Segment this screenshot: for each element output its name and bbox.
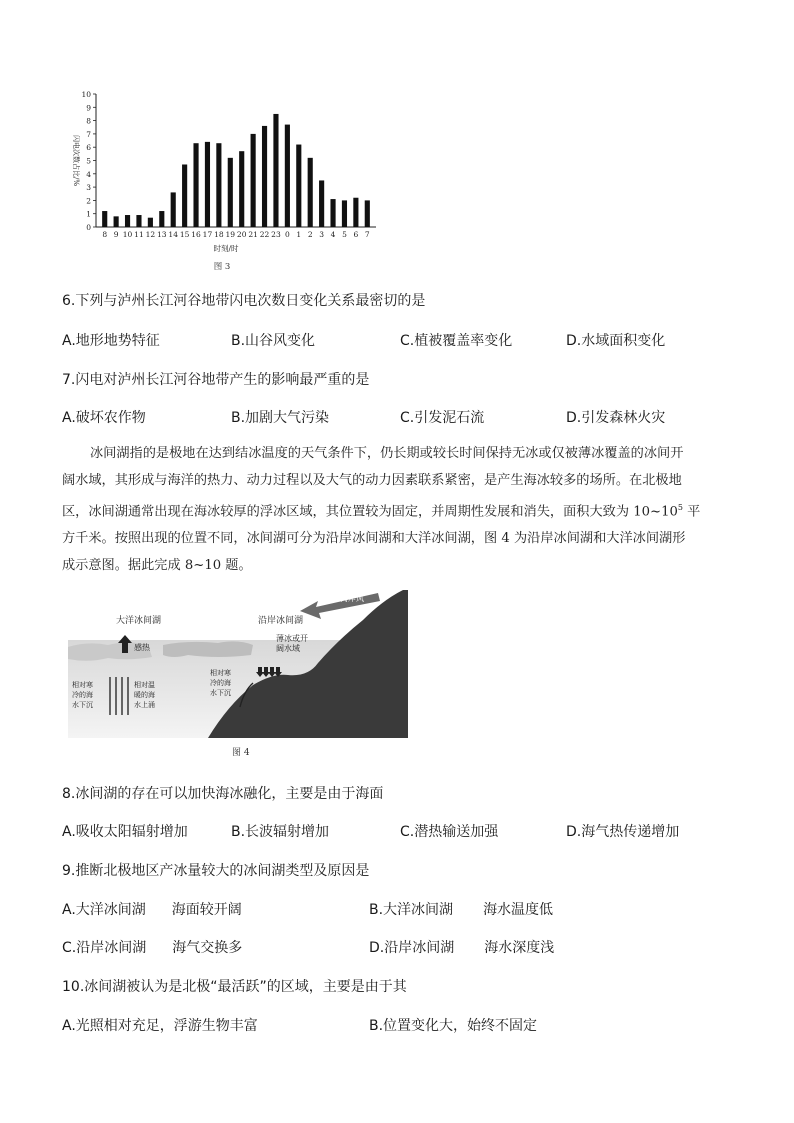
label-right-cold-2: 冷的海 — [210, 679, 231, 687]
question-7-stem: 7.闪电对泸州长江河谷地带产生的影响最严重的是 — [62, 372, 370, 388]
bar — [193, 143, 198, 227]
x-tick-label: 0 — [284, 230, 290, 239]
bar — [182, 164, 187, 227]
q8-option-d[interactable]: D.海气热传递增加 — [566, 824, 680, 840]
y-tick-label: 10 — [81, 90, 91, 99]
figure-4-caption: 图 4 — [232, 748, 250, 758]
y-tick-label: 3 — [86, 183, 91, 193]
bar — [285, 125, 290, 227]
bar — [228, 158, 233, 227]
q8-option-b[interactable]: B.长波辐射增加 — [231, 824, 330, 840]
bar — [365, 200, 370, 227]
passage-line-5: 成示意图。据此完成 8~10 题。 — [62, 558, 252, 574]
x-tick-label: 7 — [364, 230, 370, 239]
question-6-stem: 6.下列与泸州长江河谷地带闪电次数日变化关系最密切的是 — [62, 293, 426, 309]
label-left-cold-2: 冷的海 — [72, 691, 93, 699]
passage-line-1: 冰间湖指的是极地在达到结冰温度的天气条件下，仍长期或较长时间保持无冰或仅被薄冰覆盖的冰间开 — [90, 446, 684, 461]
label-warm-2: 暖的海 — [134, 691, 155, 699]
question-9-stem: 9.推断北极地区产冰量较大的冰间湖类型及原因是 — [62, 863, 370, 879]
bar — [125, 215, 130, 227]
passage — [62, 440, 734, 579]
x-tick-label: 4 — [330, 230, 336, 239]
bar — [159, 211, 164, 227]
x-tick-label: 14 — [168, 230, 178, 239]
label-right-cold-3: 水下沉 — [210, 689, 231, 697]
bar — [171, 192, 176, 227]
bar — [330, 199, 335, 227]
q6-option-c[interactable]: C.植被覆盖率变化 — [400, 333, 513, 349]
q7-option-b[interactable]: B.加剧大气污染 — [231, 410, 330, 426]
ice-floe — [163, 641, 253, 657]
x-tick-label: 15 — [179, 230, 190, 239]
polynya-diagram — [68, 585, 408, 760]
question-8-stem: 8.冰间湖的存在可以加快海冰融化，主要是由于海面 — [62, 786, 384, 802]
x-tick-label: 19 — [225, 230, 236, 239]
q6-option-d[interactable]: D.水域面积变化 — [566, 333, 666, 349]
q7-option-a[interactable]: A.破坏农作物 — [62, 410, 146, 426]
bar — [102, 211, 107, 227]
x-tick-label: 12 — [145, 230, 156, 239]
q9-option-b[interactable]: B.大洋冰间湖 海水温度低 — [369, 902, 554, 918]
question-10-stem: 10.冰间湖被认为是北极“最活跃”的区域，主要是由于其 — [62, 979, 407, 995]
x-tick-label: 22 — [259, 230, 270, 239]
bar — [273, 114, 278, 227]
q10-option-b[interactable]: B.位置变化大，始终不固定 — [369, 1018, 538, 1034]
figure-4 — [68, 585, 408, 760]
label-heat: 感热 — [134, 643, 150, 652]
q6-option-a[interactable]: A.地形地势特征 — [62, 333, 160, 349]
q10-option-a[interactable]: A.光照相对充足，浮游生物丰富 — [62, 1018, 258, 1034]
figure-3-caption: 图 3 — [213, 262, 231, 272]
bar — [342, 200, 347, 227]
q7-option-c[interactable]: C.引发泥石流 — [400, 410, 485, 426]
y-tick-label: 8 — [86, 116, 91, 126]
label-thin-ice-1: 薄冰或开 — [276, 634, 308, 643]
x-tick-label: 23 — [271, 230, 281, 239]
label-warm-3: 水上涌 — [134, 701, 155, 709]
bar — [251, 134, 256, 227]
q9-option-a[interactable]: A.大洋冰间湖 海面较开阔 — [62, 902, 242, 918]
x-tick-label: 10 — [122, 230, 133, 239]
bar — [216, 143, 221, 227]
passage-line-4: 方千米。按照出现的位置不同，冰间湖可分为沿岸冰间湖和大洋冰间湖，图 4 为沿岸冰间湖和大洋冰间湖形 — [62, 531, 686, 547]
y-tick-label: 4 — [86, 169, 91, 179]
q6-option-b[interactable]: B.山谷风变化 — [231, 333, 316, 349]
x-tick-label: 18 — [214, 230, 224, 239]
y-tick-label: 5 — [86, 156, 91, 166]
x-axis-label: 时刻/时 — [213, 244, 239, 253]
y-tick-label: 0 — [86, 223, 91, 232]
bar — [262, 126, 267, 227]
bar — [148, 218, 153, 227]
bar — [239, 151, 244, 227]
x-tick-label: 16 — [191, 230, 201, 239]
x-tick-label: 9 — [113, 230, 119, 239]
label-offshore-wind: 离岸风 — [340, 594, 364, 603]
q9-option-c[interactable]: C.沿岸冰间湖 海气交换多 — [62, 940, 243, 956]
y-tick-label: 7 — [86, 129, 91, 139]
x-tick-label: 8 — [102, 230, 108, 239]
label-left-cold-3: 水下沉 — [72, 701, 93, 709]
passage-line-2: 阔水域，其形成与海洋的热力、动力过程以及大气的动力因素联系紧密，是产生海冰较多的场所。在北极地 — [62, 473, 682, 488]
x-tick-label: 11 — [134, 230, 144, 239]
x-tick-label: 13 — [157, 230, 167, 239]
bar — [114, 216, 119, 227]
q9-option-d[interactable]: D.沿岸冰间湖 海水深度浅 — [369, 940, 555, 956]
y-tick-label: 2 — [86, 196, 91, 206]
q8-option-a[interactable]: A.吸收太阳辐射增加 — [62, 824, 188, 840]
label-warm-1: 相对温 — [134, 681, 155, 689]
bar — [205, 142, 210, 227]
x-tick-label: 1 — [296, 230, 302, 239]
q8-option-c[interactable]: C.潜热输送加强 — [400, 824, 499, 840]
y-tick-label: 6 — [86, 143, 91, 153]
x-tick-label: 20 — [236, 230, 247, 239]
lightning-frequency-chart — [62, 86, 382, 276]
label-right-cold-1: 相对寒 — [210, 669, 231, 677]
label-coastal-polynya: 沿岸冰间湖 — [258, 616, 304, 626]
y-axis-label: 闪电次数占比/% — [72, 134, 80, 187]
y-tick-label: 9 — [86, 103, 91, 113]
x-tick-label: 17 — [202, 230, 213, 239]
bar — [296, 145, 301, 227]
x-tick-label: 2 — [307, 230, 313, 239]
passage-line-3: 区，冰间湖通常出现在海冰较厚的浮冰区域，其位置较为固定，并周期性发展和消失，面积大致为 $10\sim 10^5$ 平 — [62, 503, 701, 520]
x-tick-label: 3 — [319, 230, 325, 239]
bar — [319, 180, 324, 227]
label-thin-ice-2: 阔水域 — [276, 644, 300, 653]
x-tick-label: 6 — [353, 230, 359, 239]
y-tick-label: 1 — [86, 209, 91, 219]
x-tick-label: 21 — [248, 230, 258, 239]
figure-3 — [62, 86, 382, 276]
x-tick-label: 5 — [342, 230, 347, 239]
label-ocean-polynya: 大洋冰间湖 — [116, 616, 162, 626]
q7-option-d[interactable]: D.引发森林火灾 — [566, 410, 666, 426]
bar — [308, 158, 313, 227]
bar — [353, 198, 358, 227]
label-left-cold-1: 相对寒 — [72, 681, 93, 689]
bar — [136, 215, 141, 227]
